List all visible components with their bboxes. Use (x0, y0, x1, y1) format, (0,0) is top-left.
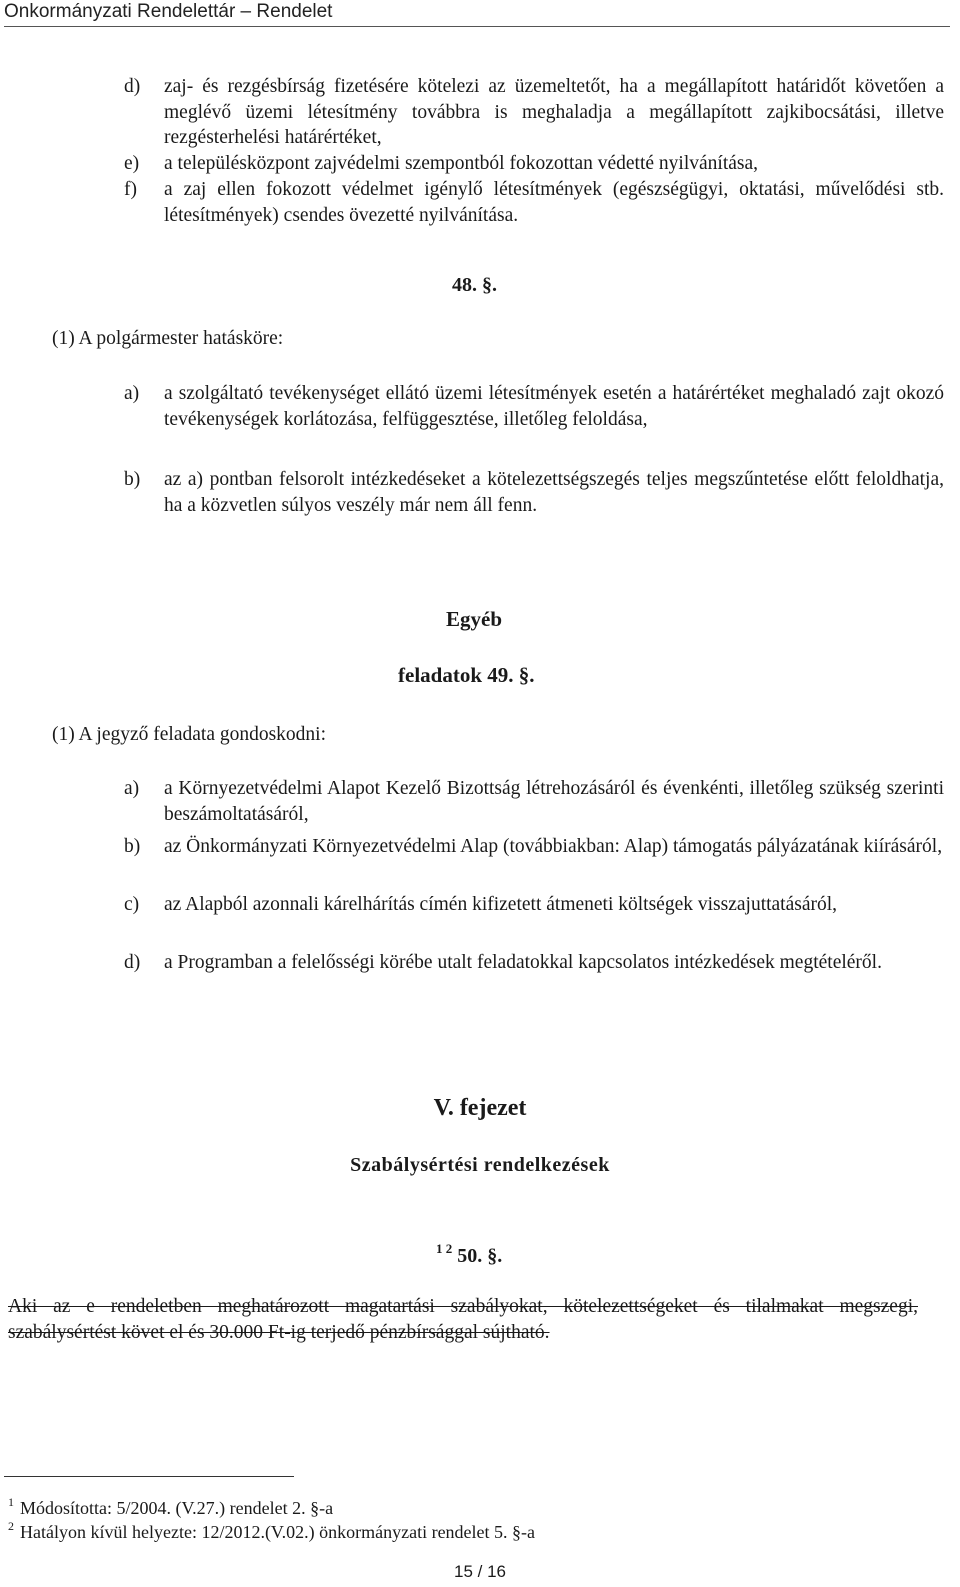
item-text: a Környezetvédelmi Alapot Kezelő Bizottság létrehozásáról és évenkénti, illetőleg szükség szerinti beszámoltatásáról, (164, 778, 944, 825)
section-50-heading (436, 1236, 502, 1269)
list-item-d (124, 950, 944, 976)
item-label: d) (124, 952, 141, 973)
section-49-subtitle: feladatok 49. §. (398, 663, 535, 687)
footnote-divider (4, 1476, 294, 1477)
section-48-intro: (1) A polgármester hatásköre: (52, 328, 284, 349)
list-item-b (124, 834, 944, 860)
list-item-b (124, 467, 944, 518)
item-label: c) (124, 894, 140, 915)
header-title: Onkormányzati Rendelettár – Rendelet (4, 1, 333, 22)
item-label: b) (124, 469, 141, 490)
item-label: d) (124, 76, 141, 97)
item-text: a Programban a felelősségi körébe utalt feladatokkal kapcsolatos intézkedések megtételéről. (164, 952, 882, 973)
footnote-text: Hatályon kívül helyezte: 12/2012.(V.02.) önkormányzati rendelet 5. §-a (20, 1522, 536, 1542)
item-text: az Alapból azonnali kárelhárítás címén kifizetett átmeneti költségek visszajuttatásáról, (164, 894, 838, 915)
list-item-d (124, 74, 944, 151)
footnote-number: 2 (8, 1519, 14, 1533)
item-label: b) (124, 836, 141, 857)
item-text: a szolgáltató tevékenységet ellátó üzemi létesítmények esetén a határértéket meghaladó zajt okozó tevékenységek korlátozása, felfüggesztése, illetőleg feloldása, (164, 383, 944, 430)
chapter-title: V. fejezet (433, 1095, 527, 1121)
footnote-2 (8, 1515, 535, 1543)
section-49-intro: (1) A jegyző feladata gondoskodni: (52, 724, 327, 745)
list-item-e (124, 151, 944, 177)
list-item-f (124, 177, 944, 228)
item-label: a) (124, 778, 140, 799)
item-label: f) (124, 179, 137, 200)
item-text: az Önkormányzati Környezetvédelmi Alap (továbbiakban: Alap) támogatás pályázatának kiírásáról, (164, 836, 943, 857)
item-text: zaj- és rezgésbírság fizetésére kötelezi az üzemeltetőt, ha a megállapított határidőt követően a meglévő üzemi létesítmény továbbra is meghaladja a megállapított zajkibocsátási, illetve rezgésterhelési határértéket, (164, 76, 944, 149)
item-label: a) (124, 383, 140, 404)
item-text: az a) pontban felsorolt intézkedéseket a kötelezettségszegés teljes megszűntetése előtt feloldhatja, ha a közvetlen súlyos veszély már nem áll fenn. (164, 469, 944, 516)
document-header (4, 0, 950, 27)
section-50-number: 50. §. (457, 1245, 503, 1267)
list-item-a (124, 776, 944, 827)
footnote-number: 1 (8, 1495, 14, 1509)
footnote-refs: 1 2 (436, 1241, 453, 1256)
item-label: e) (124, 153, 140, 174)
item-text: a zaj ellen fokozott védelmet igénylő létesítmények (egészségügyi, oktatási, művelődési stb. létesítmények) csendes övezetté nyilvánítása. (164, 179, 944, 226)
item-text: a településközpont zajvédelmi szempontból fokozottan védetté nyilvánítása, (164, 153, 759, 174)
section-49-title: Egyéb (446, 607, 503, 631)
list-item-a (124, 381, 944, 432)
page-number: 15 / 16 (454, 1562, 506, 1581)
list-item-c (124, 892, 944, 918)
chapter-subtitle: Szabálysértési rendelkezések (350, 1154, 610, 1176)
section-48-number: 48. §. (452, 274, 497, 296)
repealed-text: Aki az e rendeletben meghatározott magatartási szabályokat, kötelezettségeket és tilalmakat megszegi, szabálysértést követ el és 30.000 Ft-ig terjedő pénzbírsággal sújtható. (8, 1296, 918, 1343)
footnote-text: Módosította: 5/2004. (V.27.) rendelet 2. §-a (20, 1498, 334, 1518)
